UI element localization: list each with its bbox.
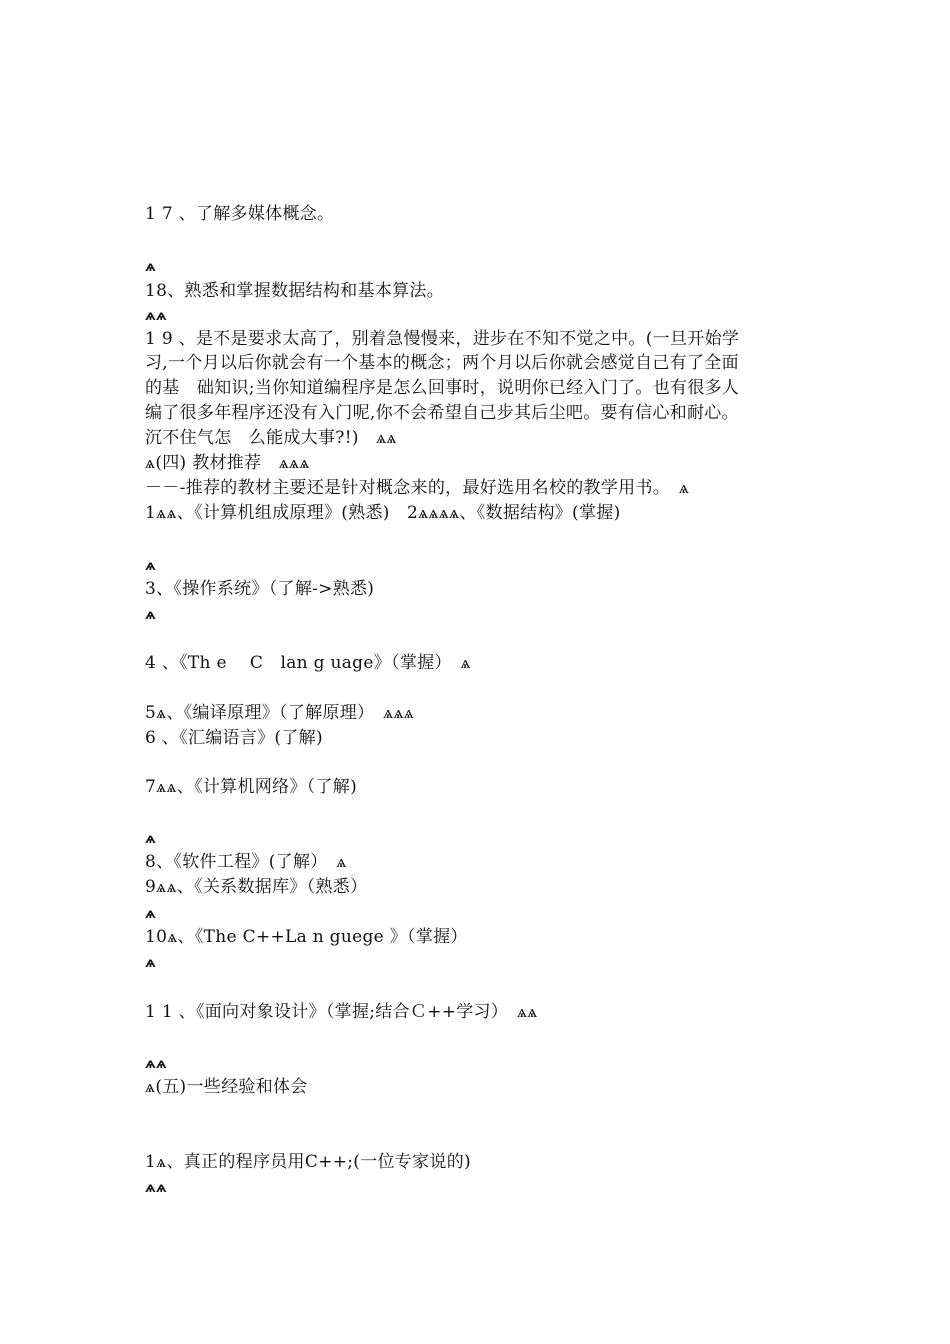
text-line-paragraph: 的基 础知识;当你知道编程序是怎么回事时，说明你已经入门了。也有很多人 — [145, 378, 740, 398]
book-item-7: 7ѧѧ、《计算机网络》（了解) — [145, 777, 358, 797]
glyph-marker: ѧ — [145, 956, 156, 971]
glyph-marker: ѧѧ — [145, 309, 167, 324]
text-line-paragraph: 沉不住气怎 么能成大事?!) ѧѧ — [145, 428, 397, 448]
book-item-8: 8、《软件工程》(了解） ѧ — [145, 852, 347, 872]
book-item-1-2: 1ѧѧ、《计算机组成原理》(熟悉) 2ѧѧѧѧ、《数据结构》(掌握) — [145, 503, 621, 523]
book-item-4: 4 、《Th e C lan g uage》（掌握） ѧ — [145, 653, 471, 673]
book-item-10: 10ѧ、《The C++La n guege 》（掌握） — [145, 927, 468, 947]
text-line-paragraph: 习,一个月以后你就会有一个基本的概念；两个月以后你就会感觉自己有了全面 — [145, 353, 739, 373]
book-item-9: 9ѧѧ、《关系数据库》（熟悉） — [145, 877, 368, 897]
text-line-intro: －－-推荐的教材主要还是针对概念来的，最好选用名校的教学用书。 ѧ — [145, 478, 690, 498]
book-item-11: 1 1 、《面向对象设计》（掌握;结合Ｃ++学习） ѧѧ — [145, 1002, 538, 1022]
section-heading-experience: ѧ(五)一些经验和体会 — [145, 1077, 308, 1097]
book-item-3: 3、《操作系统》（了解->熟悉) — [145, 579, 375, 599]
glyph-marker: ѧѧ — [145, 1181, 167, 1196]
text-line-item-18: 18、熟悉和掌握数据结构和基本算法。 — [145, 281, 445, 301]
glyph-marker: ѧ — [145, 832, 156, 847]
text-line-item-19: 1 9 、是不是要求太高了，别着急慢慢来，进步在不知不觉之中。(一旦开始学 — [145, 329, 740, 349]
book-item-5: 5ѧ、《编译原理》（了解原理） ѧѧѧ — [145, 703, 415, 723]
section-heading-textbooks: ѧ(四) 教材推荐 ѧѧѧ — [145, 453, 310, 473]
glyph-marker: ѧ — [145, 608, 156, 623]
book-item-6: 6 、《汇编语言》(了解) — [145, 728, 323, 748]
glyph-marker: ѧ — [145, 907, 156, 922]
glyph-marker: ѧ — [145, 260, 156, 275]
glyph-marker: ѧѧ — [145, 1057, 167, 1072]
experience-item-1: 1ѧ、真正的程序员用C++;(一位专家说的) — [145, 1152, 471, 1172]
text-line-paragraph: 编了很多年程序还没有入门呢,你不会希望自己步其后尘吧。要有信心和耐心。 — [145, 403, 739, 423]
glyph-marker: ѧ — [145, 559, 156, 574]
text-line-item-17: 1 7 、了解多媒体概念。 — [145, 204, 335, 224]
